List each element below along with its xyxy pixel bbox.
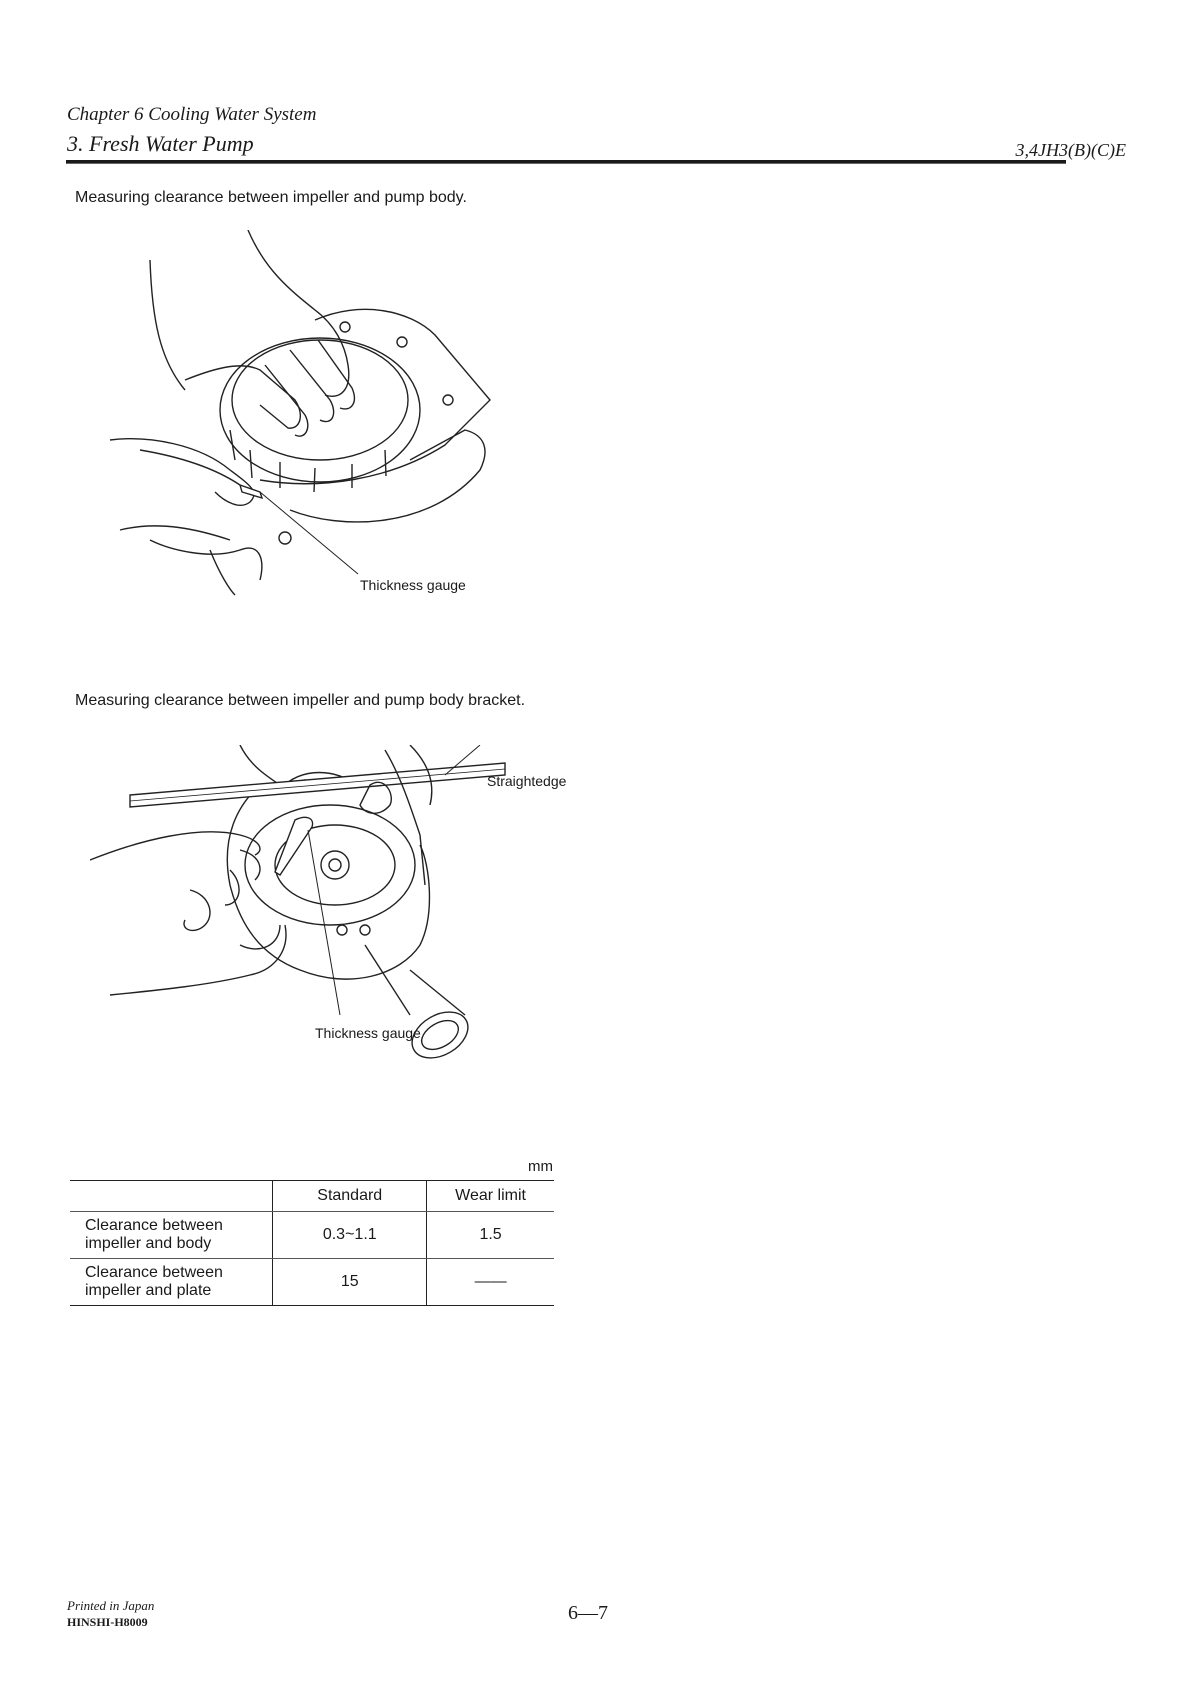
figure2-illustration: [90, 745, 610, 1115]
figure2-straightedge-label: Straightedge: [487, 773, 567, 789]
chapter-title: Chapter 6 Cooling Water System: [67, 104, 317, 125]
row-wear-limit: ——: [427, 1259, 554, 1306]
model-code: 3,4JH3(B)(C)E: [1015, 140, 1126, 160]
table-row: [70, 1212, 554, 1259]
clearance-spec-table: [70, 1180, 554, 1306]
footer-print-info: [67, 1598, 154, 1630]
row-standard: 0.3~1.1: [273, 1212, 427, 1259]
row-item: Clearance between impeller and body: [70, 1212, 273, 1259]
figure2-gauge-label: Thickness gauge: [315, 1025, 421, 1041]
table-row: [70, 1259, 554, 1306]
footer-printed: Printed in Japan: [67, 1598, 155, 1613]
footer-code: HINSHI-H8009: [67, 1615, 148, 1629]
page-number: 6—7: [568, 1602, 608, 1624]
table-header-wear-limit: Wear limit: [427, 1181, 554, 1212]
figure1-illustration: [90, 230, 550, 650]
row-wear-limit: 1.5: [427, 1212, 554, 1259]
figure1-caption: Measuring clearance between impeller and pump body.: [75, 189, 467, 206]
figure1-gauge-label: Thickness gauge: [360, 577, 466, 593]
row-item: Clearance between impeller and plate: [70, 1259, 273, 1306]
table-unit: mm: [528, 1158, 553, 1175]
table-header-standard: Standard: [273, 1181, 427, 1212]
table-header-blank: [70, 1181, 273, 1212]
section-title: 3. Fresh Water Pump: [67, 131, 254, 156]
header-rule-thin: [66, 163, 1066, 164]
figure2-caption: Measuring clearance between impeller and pump body bracket.: [75, 692, 526, 709]
table-header-row: [70, 1181, 554, 1212]
row-standard: 15: [273, 1259, 427, 1306]
